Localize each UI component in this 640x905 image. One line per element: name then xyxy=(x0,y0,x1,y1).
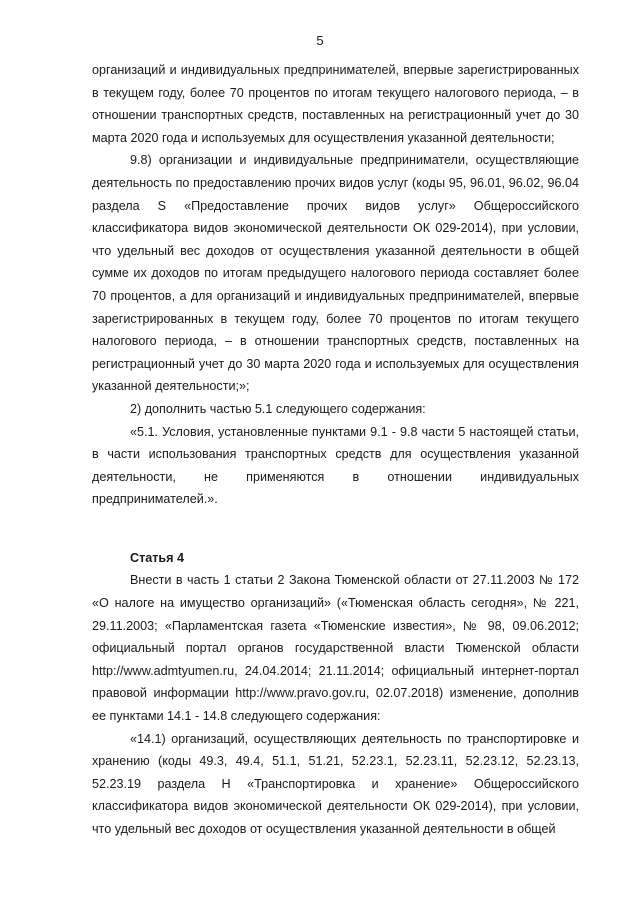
page-number: 5 xyxy=(316,33,324,48)
paragraph-continuation: организаций и индивидуальных предпринимателей, впервые зарегистрированных в текущем году, более 70 процентов по итогам текущего налогового периода, – в отношении транспортных средств, поставленных на регистрационный учет до 30 марта 2020 года и используемых для осуществления указанной деятельности; xyxy=(92,63,579,145)
paragraph-item-14-1: «14.1) организаций, осуществляющих деятельность по транспортировке и хранению (коды 49.3, 49.4, 51.1, 51.21, 52.23.1, 52.23.11, 52.23.12, 52.23.13, 52.23.19 раздела H «Транспортировка и хранение» Общероссийского классификатора видов экономической деятельности ОК 029-2014), при условии, что удельный вес доходов от осуществления указанной деятельности в общей xyxy=(92,731,579,836)
paragraph-amendment-2: 2) дополнить частью 5.1 следующего содержания: xyxy=(130,401,426,416)
article-heading: Статья 4 xyxy=(130,550,185,565)
paragraph-part-5-1: «5.1. Условия, установленные пунктами 9.1 - 9.8 части 5 настоящей статьи, в части использования транспортных средств для осуществления указанной деятельности, не применяются в отношении индивидуальных предпринимателей.». xyxy=(92,424,579,507)
document-body xyxy=(92,59,579,841)
paragraph-article-4-intro: Внести в часть 1 статьи 2 Закона Тюменской области от 27.11.2003 № 172 «О налоге на имущество организаций» («Тюменская область сегодня», № 221, 29.11.2003; «Парламентская газета «Тюменские известия», № 98, 09.06.2012; официальный портал органов государственной власти Тюменской области http://www.admtyumen.ru, 24.04.2014; 21.11.2014; официальный интернет-портал правовой информации http://www.pravo.gov.ru, 02.07.2018) изменение, дополнив ее пунктами 14.1 - 14.8 следующего содержания: xyxy=(92,573,579,724)
paragraph-item-9-8: 9.8) организации и индивидуальные предприниматели, осуществляющие деятельность по предоставлению прочих видов услуг (коды 95, 96.01, 96.02, 96.04 раздела S «Предоставление прочих видов услуг» Общероссийского классификатора видов экономической деятельности ОК 029-2014), при условии, что удельный вес доходов от осуществления указанной деятельности в общей сумме их доходов по итогам предыдущего налогового периода составляет более 70 процентов, а для организаций и индивидуальных предпринимателей, впервые зарегистрированных в текущем году, более 70 процентов по итогам текущего налогового периода, – в отношении транспортных средств, поставленных на регистрационный учет до 30 марта 2020 года и используемых для осуществления указанной деятельности;»; xyxy=(92,153,579,394)
